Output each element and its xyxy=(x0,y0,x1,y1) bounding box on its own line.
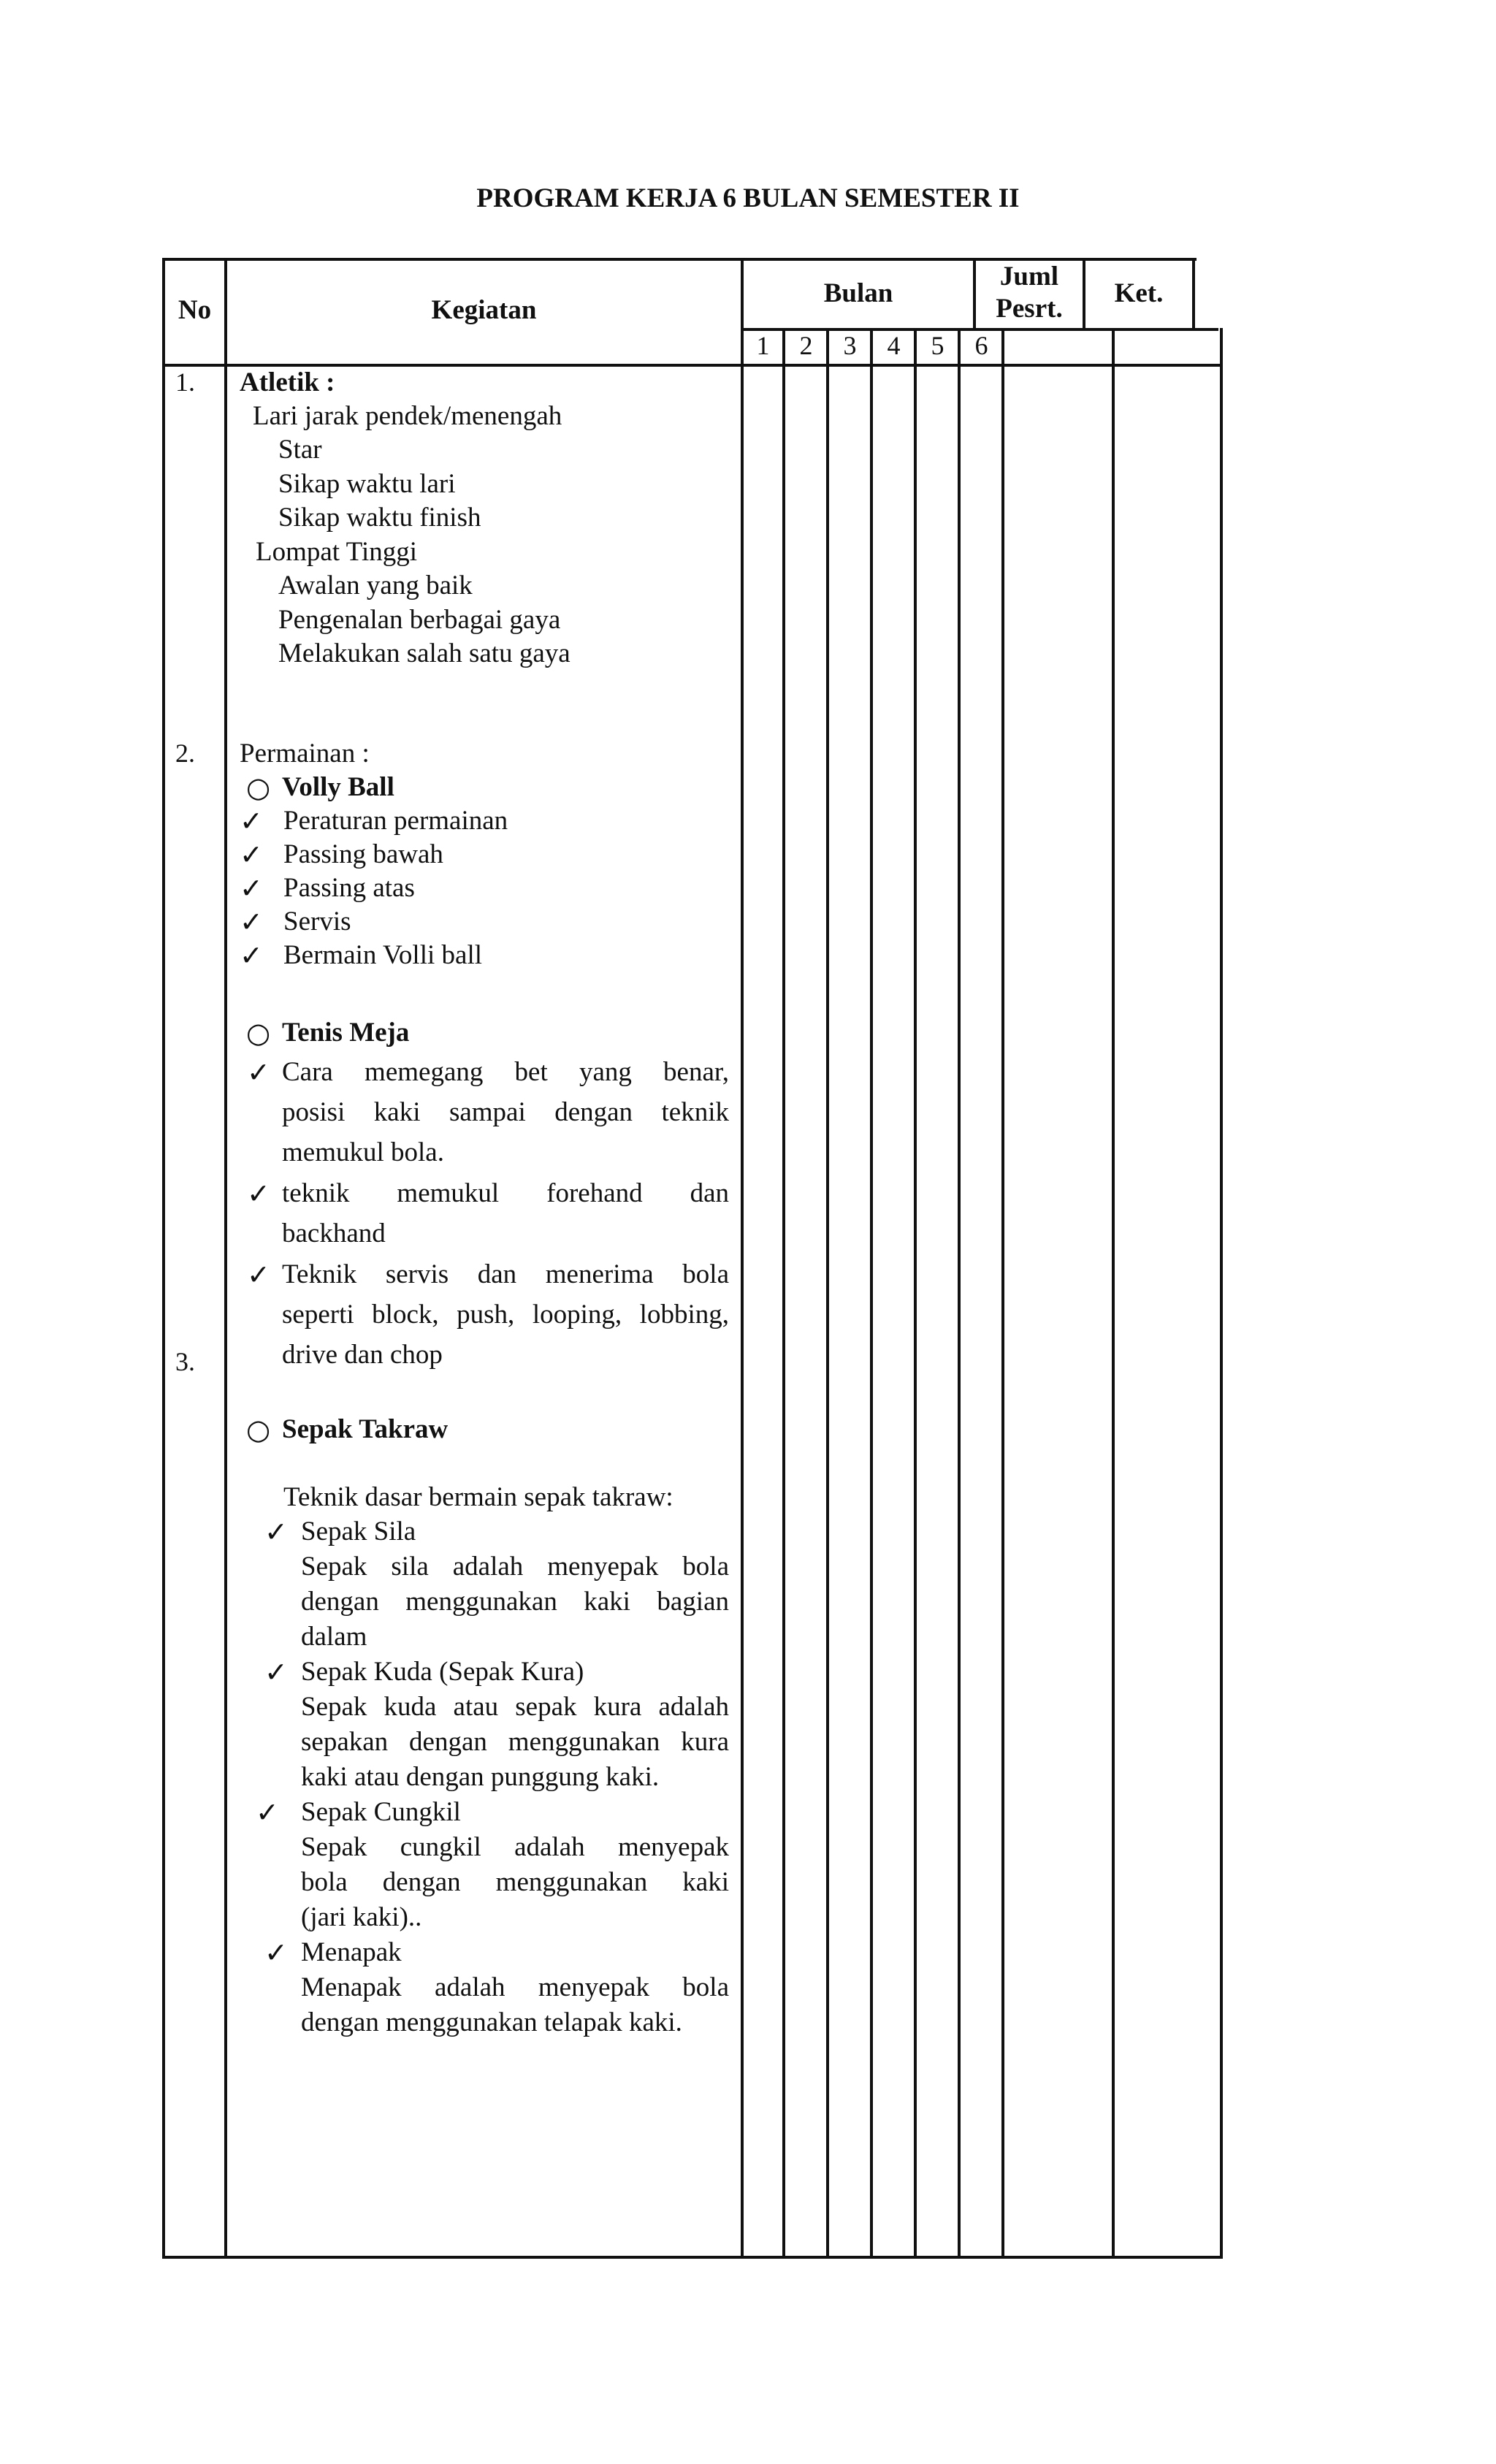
header-ket: Ket. xyxy=(1114,278,1164,308)
tenis-item-line: Teknik servis dan menerima bola xyxy=(282,1259,729,1289)
col-border-kegiatan xyxy=(741,258,744,2259)
month-5: 5 xyxy=(931,331,944,360)
check-icon: ✓ xyxy=(256,1796,279,1828)
check-icon: ✓ xyxy=(240,805,263,837)
takraw-item-line: Sepak cungkil adalah menyepak xyxy=(301,1832,729,1862)
list-item: Sikap waktu lari xyxy=(278,469,456,499)
month-1: 1 xyxy=(756,331,770,360)
tenis-item-line: backhand xyxy=(282,1218,386,1248)
check-icon: ✓ xyxy=(264,1937,288,1969)
list-item: Melakukan salah satu gaya xyxy=(278,638,570,668)
takraw-item-line: sepakan dengan menggunakan kura xyxy=(301,1727,729,1757)
takraw-item-name: Sepak Kuda (Sepak Kura) xyxy=(301,1657,584,1687)
list-item: Sikap waktu finish xyxy=(278,503,481,533)
col-border-m5 xyxy=(958,328,961,2259)
tenis-item-line: Cara memegang bet yang benar, xyxy=(282,1057,729,1087)
takraw-item-line: Menapak adalah menyepak bola xyxy=(301,1972,729,2002)
check-icon: ✓ xyxy=(264,1516,288,1548)
takraw-item-line: Sepak kuda atau sepak kura adalah xyxy=(301,1692,729,1722)
takraw-item-line: dalam xyxy=(301,1622,367,1652)
list-item: Peraturan permainan xyxy=(283,806,508,836)
tenis-item-line: drive dan chop xyxy=(282,1340,443,1370)
tenis-item-line: seperti block, push, looping, lobbing, xyxy=(282,1300,729,1330)
takraw-item-name: Menapak xyxy=(301,1937,402,1967)
check-icon: ✓ xyxy=(240,839,263,871)
tenis-item-line: teknik memukul forehand dan xyxy=(282,1178,729,1208)
takraw-item-name: Sepak Sila xyxy=(301,1517,416,1546)
volly-title: Volly Ball xyxy=(282,772,394,802)
takraw-item-line: dengan menggunakan kaki bagian xyxy=(301,1587,729,1617)
list-item: Awalan yang baik xyxy=(278,571,473,600)
header-juml-line1: Juml xyxy=(999,262,1059,291)
takraw-item-line: bola dengan menggunakan kaki xyxy=(301,1867,729,1897)
header-bulan: Bulan xyxy=(823,278,893,308)
check-icon: ✓ xyxy=(240,872,263,904)
list-item: Bermain Volli ball xyxy=(283,940,483,970)
month-4: 4 xyxy=(887,331,901,360)
col-border-left xyxy=(162,258,165,2259)
check-icon: ✓ xyxy=(247,1259,270,1291)
takraw-item-line: Sepak sila adalah menyepak bola xyxy=(301,1552,729,1582)
atletik-lari: Lari jarak pendek/menengah xyxy=(253,401,562,431)
circle-bullet-icon: ○ xyxy=(246,771,271,804)
list-item: Star xyxy=(278,435,322,465)
header-kegiatan: Kegiatan xyxy=(431,295,537,325)
tenis-item-line: posisi kaki sampai dengan teknik xyxy=(282,1097,729,1127)
row-number-1: 1. xyxy=(175,367,195,397)
col-border-juml xyxy=(1112,328,1115,2259)
list-item: Servis xyxy=(283,907,351,937)
takraw-title: Sepak Takraw xyxy=(282,1414,449,1444)
header-juml-line2: Pesrt. xyxy=(996,294,1063,324)
col-border-m2 xyxy=(826,328,829,2259)
col-border-m1 xyxy=(782,328,785,2259)
permainan-title: Permainan : xyxy=(240,739,370,768)
list-item: Passing atas xyxy=(283,873,415,903)
takraw-item-name: Sepak Cungkil xyxy=(301,1797,461,1827)
circle-bullet-icon: ○ xyxy=(246,1414,271,1446)
tenis-item-line: memukul bola. xyxy=(282,1137,444,1167)
month-6: 6 xyxy=(974,331,988,360)
col-border-m6 xyxy=(1001,328,1004,2259)
takraw-item-line: (jari kaki).. xyxy=(301,1902,422,1932)
atletik-lompat: Lompat Tinggi xyxy=(256,537,418,567)
takraw-intro: Teknik dasar bermain sepak takraw: xyxy=(283,1482,673,1512)
header-no: No xyxy=(178,295,212,325)
check-icon: ✓ xyxy=(240,906,263,938)
col-border-m4 xyxy=(914,328,917,2259)
tenis-title: Tenis Meja xyxy=(282,1018,410,1048)
check-icon: ✓ xyxy=(247,1178,270,1210)
circle-bullet-icon: ○ xyxy=(246,1017,271,1049)
month-2: 2 xyxy=(799,331,813,360)
list-item: Passing bawah xyxy=(283,839,443,869)
col-border-m3 xyxy=(870,328,873,2259)
takraw-item-line: dengan menggunakan telapak kaki. xyxy=(301,2007,682,2037)
month-3: 3 xyxy=(843,331,857,360)
atletik-title: Atletik : xyxy=(240,367,335,397)
takraw-item-line: kaki atau dengan punggung kaki. xyxy=(301,1762,660,1792)
col-border-no xyxy=(224,258,227,2259)
check-icon: ✓ xyxy=(247,1056,270,1088)
table-bottom-border xyxy=(164,2256,1223,2259)
check-icon: ✓ xyxy=(240,939,263,972)
list-item: Pengenalan berbagai gaya xyxy=(278,605,561,635)
row-number-3: 3. xyxy=(175,1347,195,1376)
row-number-2: 2. xyxy=(175,739,195,768)
check-icon: ✓ xyxy=(264,1656,288,1688)
page-title: PROGRAM KERJA 6 BULAN SEMESTER II xyxy=(476,183,1020,213)
col-border-right xyxy=(1220,328,1223,2259)
